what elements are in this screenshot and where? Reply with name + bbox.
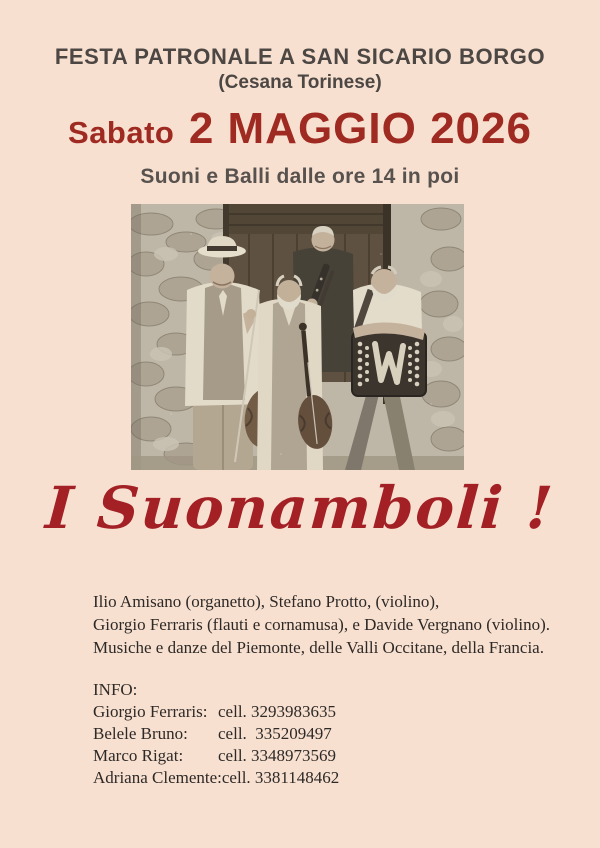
contact-name: Marco Rigat: <box>93 746 184 765</box>
contact-name: Giorgio Ferraris: <box>93 702 208 721</box>
event-date-main: 2 MAGGIO 2026 <box>188 104 532 153</box>
poster-subtitle: (Cesana Torinese) <box>218 72 382 93</box>
band-name: I Suonamboli ! <box>43 474 557 542</box>
contact-row <box>93 723 513 745</box>
contact-row <box>93 701 513 723</box>
contact-row <box>93 745 513 767</box>
band-photo <box>131 204 464 470</box>
info-label: INFO: <box>93 680 138 699</box>
event-date <box>0 104 600 154</box>
info-block <box>93 679 513 789</box>
event-date-day: Sabato <box>68 115 175 150</box>
poster-title: FESTA PATRONALE A SAN SICARIO BORGO <box>54 44 546 69</box>
event-tagline: Suoni e Balli dalle ore 14 in poi <box>140 165 460 188</box>
band-photo-illustration <box>131 204 464 470</box>
musicians-list <box>93 590 563 636</box>
contact-name: Belele Bruno: <box>93 724 188 743</box>
contact-phone: cell. 3293983635 <box>218 702 337 721</box>
musicians-line-2: Giorgio Ferraris (flauti e cornamusa), e Davide Vergnano (violino). <box>93 615 550 634</box>
contact-phone: cell. 3348973569 <box>218 746 337 765</box>
contact-row <box>93 767 513 789</box>
sepia-overlay <box>131 204 464 470</box>
contact-phone: cell. 3381148462 <box>221 768 340 787</box>
event-description: Musiche e danze del Piemonte, delle Valli Occitane, della Francia. <box>93 638 544 657</box>
contact-name: Adriana Clemente: <box>93 768 222 787</box>
musicians-line-1: Ilio Amisano (organetto), Stefano Protto, (violino), <box>93 592 440 611</box>
contact-phone: cell. 335209497 <box>218 724 332 743</box>
